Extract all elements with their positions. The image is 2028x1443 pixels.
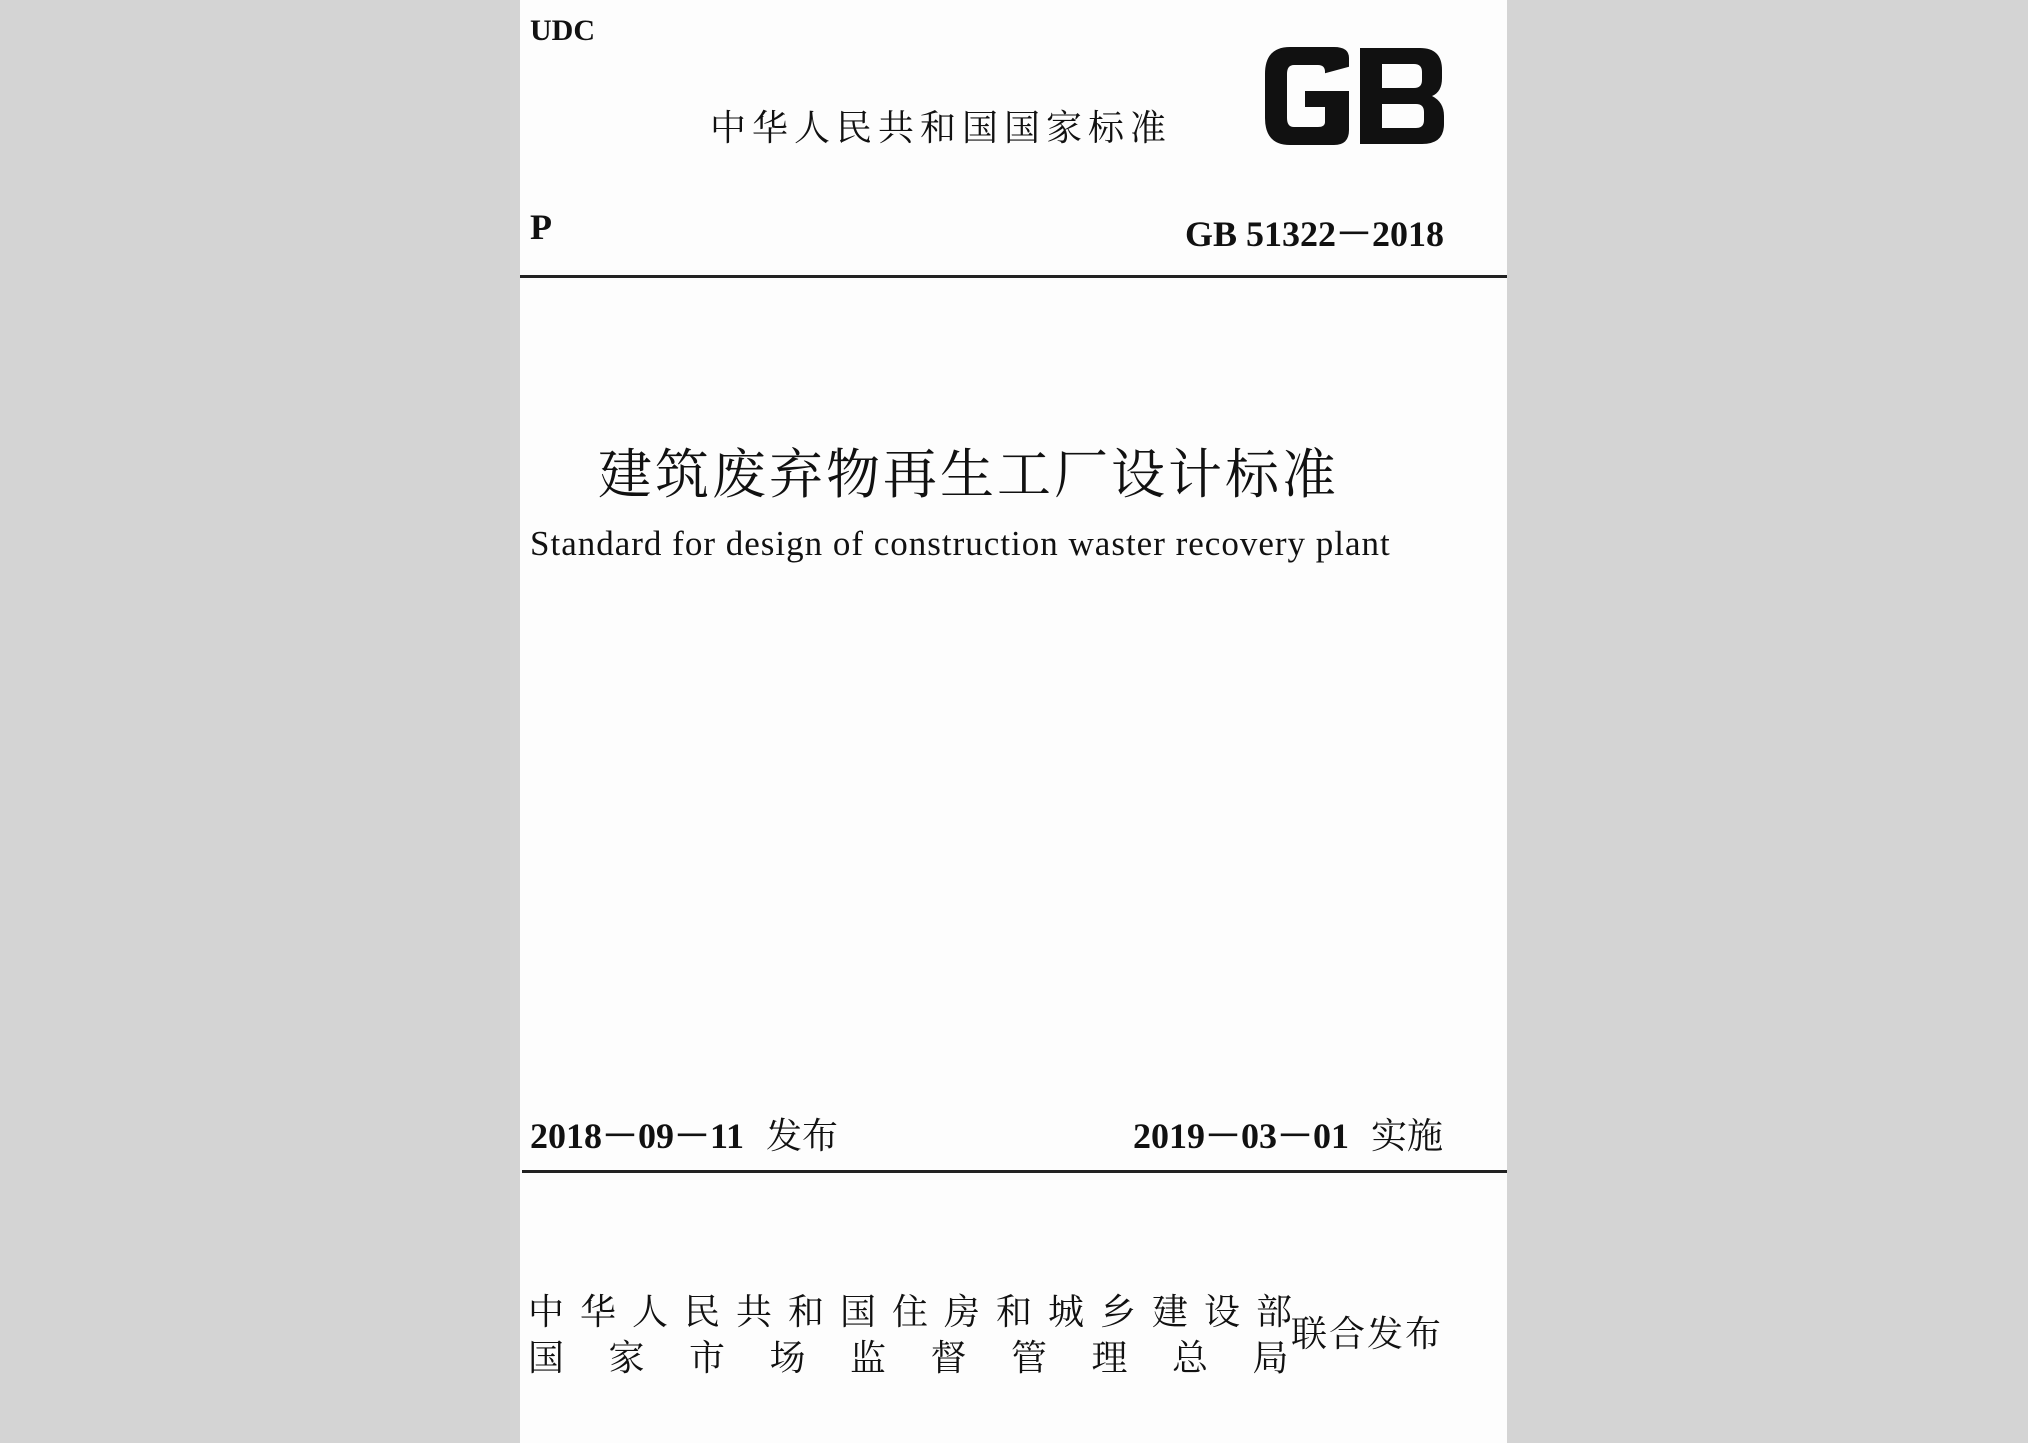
udc-label: UDC — [530, 14, 595, 47]
issue-date-block — [530, 1108, 838, 1159]
issuer-market-admin: 国家市场监督管理总局 — [528, 1338, 1334, 1379]
title-english: Standard for design of construction waster recovery plant — [530, 524, 1391, 563]
joint-issue-label: 联合发布 — [1290, 1314, 1443, 1355]
effective-date: 2019－03－01 — [1132, 1116, 1349, 1156]
issue-label: 发布 — [766, 1116, 839, 1157]
gb-logo — [1260, 44, 1448, 148]
issuer-ministry: 中华人民共和国住房和城乡建设部 — [528, 1292, 1309, 1333]
effective-label: 实施 — [1370, 1116, 1443, 1157]
national-standard-label: 中华人民共和国国家标准 — [710, 108, 1173, 149]
title-chinese: 建筑废弃物再生工厂设计标准 — [598, 443, 1339, 506]
standard-number: GB 51322－2018 — [1184, 214, 1444, 254]
top-divider — [520, 275, 1507, 278]
effective-date-block — [1133, 1108, 1443, 1159]
issue-date: 2018－09－11 — [530, 1116, 745, 1156]
cover-page — [520, 0, 1507, 1443]
bottom-divider — [522, 1170, 1507, 1173]
category-code: P — [530, 207, 552, 247]
